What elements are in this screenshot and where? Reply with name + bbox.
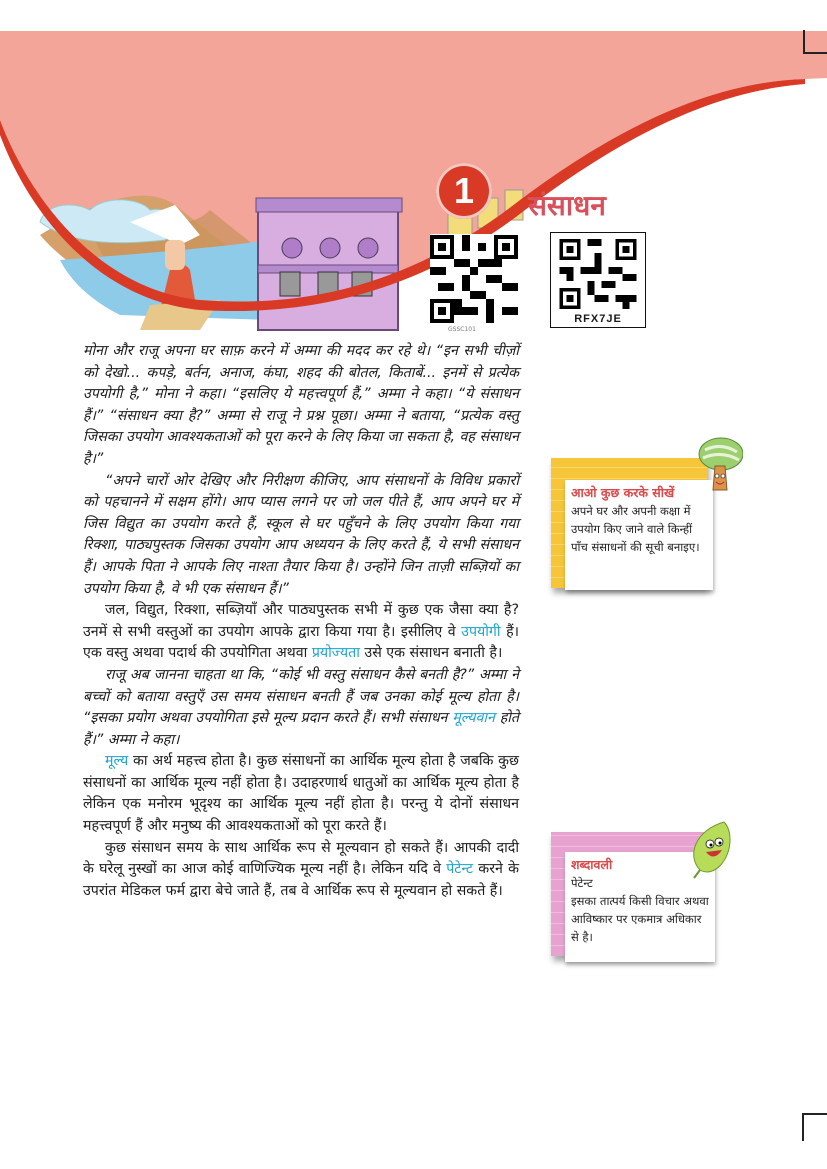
- qr-code-2[interactable]: [550, 232, 646, 328]
- chapter-body: [83, 341, 519, 902]
- paragraph-3-text: हैं। एक वस्तु अथवा पदार्थ की उपयोगिता अथवा: [83, 623, 519, 662]
- paragraph-4: [83, 665, 519, 751]
- activity-box: [551, 458, 707, 588]
- keyword-patent: पेटेन्ट: [446, 861, 474, 878]
- glossary-title: शब्दावली: [571, 857, 613, 872]
- qr-code-1[interactable]: [430, 234, 518, 324]
- paragraph-5: [83, 751, 519, 837]
- paragraph-1: मोना और राजू अपना घर साफ़ करने में अम्मा की मदद कर रहे थे। “इन सभी चीज़ों को देखो... कपड़े, बर्तन, अनाज, कंघा, शहद की बोतल, किताबें... इनमें से प्रत्येक उपयोगी है,” मोना ने कहा। “इसलिए ये महत्त्वपूर्ण हैं,” अम्मा ने कहा। “ये संसाधन हैं।” “संसाधन क्या है?” अम्मा से राजू ने प्रश्न पूछा। अम्मा ने बताया, “प्रत्येक वस्तु जिसका उपयोग आवश्यकताओं को पूरा करने के लिए किया जा सकता है, वह संसाधन है।”: [83, 343, 519, 467]
- crop-mark-top-right: [803, 30, 827, 54]
- activity-text: अपने घर और अपनी कक्षा में उपयोग किए जाने वाले किन्हीं पाँच संसाधनों की सूची बनाइए।: [571, 504, 700, 554]
- paragraph-3: [83, 600, 519, 665]
- chapter-number-badge: 1: [436, 163, 492, 219]
- paragraph-6: [83, 838, 519, 903]
- keyword-upyogi: उपयोगी: [461, 623, 501, 640]
- glossary-box: [551, 832, 707, 956]
- glossary-term: पेटेन्ट: [571, 876, 593, 890]
- activity-box-content: [565, 480, 713, 590]
- glossary-definition: इसका तात्पर्य किसी विचार अथवा आविष्कार पर एकमात्र अधिकार से है।: [571, 894, 709, 944]
- chapter-banner-illustration: [0, 0, 827, 340]
- qr-code-2-label: RFX7JE: [574, 313, 622, 325]
- keyword-prayojyata: प्रयोज्यता: [311, 645, 360, 662]
- chapter-title: संसाधन: [528, 189, 606, 222]
- paragraph-3-text: जल, विद्युत, रिक्शा, सब्ज़ियाँ और पाठ्यपुस्तक सभी में कुछ एक जैसा क्या है? उनमें से सभी वस्तुओं का उपयोग आपके द्वारा किया गया है। इसीलिए वे: [83, 602, 519, 640]
- tree-mascot-icon: [695, 436, 743, 494]
- qr-code-1-caption: GSSC101: [448, 326, 476, 333]
- leaf-mascot-icon: [686, 820, 732, 880]
- activity-title: आओ कुछ करके सीखें: [571, 485, 675, 500]
- keyword-mulyavan: मूल्यवान: [452, 710, 495, 727]
- keyword-mulya: मूल्य: [105, 753, 129, 770]
- paragraph-5-text: का अर्थ महत्त्व होता है। कुछ संसाधनों का आर्थिक मूल्य होता है जबकि कुछ संसाधनों का आर्थिक मूल्य नहीं होता है। उदाहरणार्थ धातुओं का आर्थिक मूल्य होता है लेकिन एक मनोरम भूदृश्य का आर्थिक मूल्य नहीं होता है। परन्तु ये दोनों संसाधन महत्त्वपूर्ण हैं और मनुष्य की आवश्यकताओं को पूरा करते हैं।: [83, 753, 519, 835]
- qr-pattern-icon: [430, 234, 518, 324]
- paragraph-6-text: कुछ संसाधन समय के साथ आर्थिक रूप से मूल्यवान हो सकते हैं। आपकी दादी के घरेलू नुस्खों का आज कोई वाणिज्यिक मूल्य नहीं है। लेकिन यदि वे: [83, 839, 519, 878]
- qr-pattern-icon: [559, 239, 637, 309]
- paragraph-4-text: राजू अब जानना चाहता था कि, “कोई भी वस्तु संसाधन कैसे बनती है?” अम्मा ने बच्चों को बताया वस्तुएँ उस समय संसाधन बनती हैं जब उनका कोई मूल्य होता है। “इसका प्रयोग अथवा उपयोगिता इसे मूल्य प्रदान करते हैं। सभी संसाधन: [83, 666, 519, 727]
- paragraph-2: “अपने चारों ओर देखिए और निरीक्षण कीजिए, आप संसाधनों के विविध प्रकारों को पहचानने में सक्षम होंगे। आप प्यास लगने पर जो जल पीते हैं, आप अपने घर में जिस विद्युत का उपयोग करते हैं, स्कूल से घर पहुँचने के लिए उपयोग किया गया रिक्शा, पाठ्यपुस्तक जिसका उपयोग आप अध्ययन के लिए करते हैं, ये सभी संसाधन हैं। आपके पिता ने आपके लिए नाश्ता तैयार किया है। उन्होंने जिन ताज़ी सब्ज़ियों का उपयोग किया है, वे भी एक संसाधन हैं।”: [83, 472, 519, 597]
- paragraph-6-text: करने के उपरांत मेडिकल फर्म द्वारा बेचे जाते हैं, तब वे आर्थिक रूप से मूल्यवान हो सकते हैं।: [83, 861, 519, 899]
- crop-mark-bottom-right: [802, 1113, 827, 1141]
- paragraph-4-text: होते हैं।” अम्मा ने कहा।: [83, 710, 519, 748]
- paragraph-3-text: उसे एक संसाधन बनाती है।: [359, 645, 503, 662]
